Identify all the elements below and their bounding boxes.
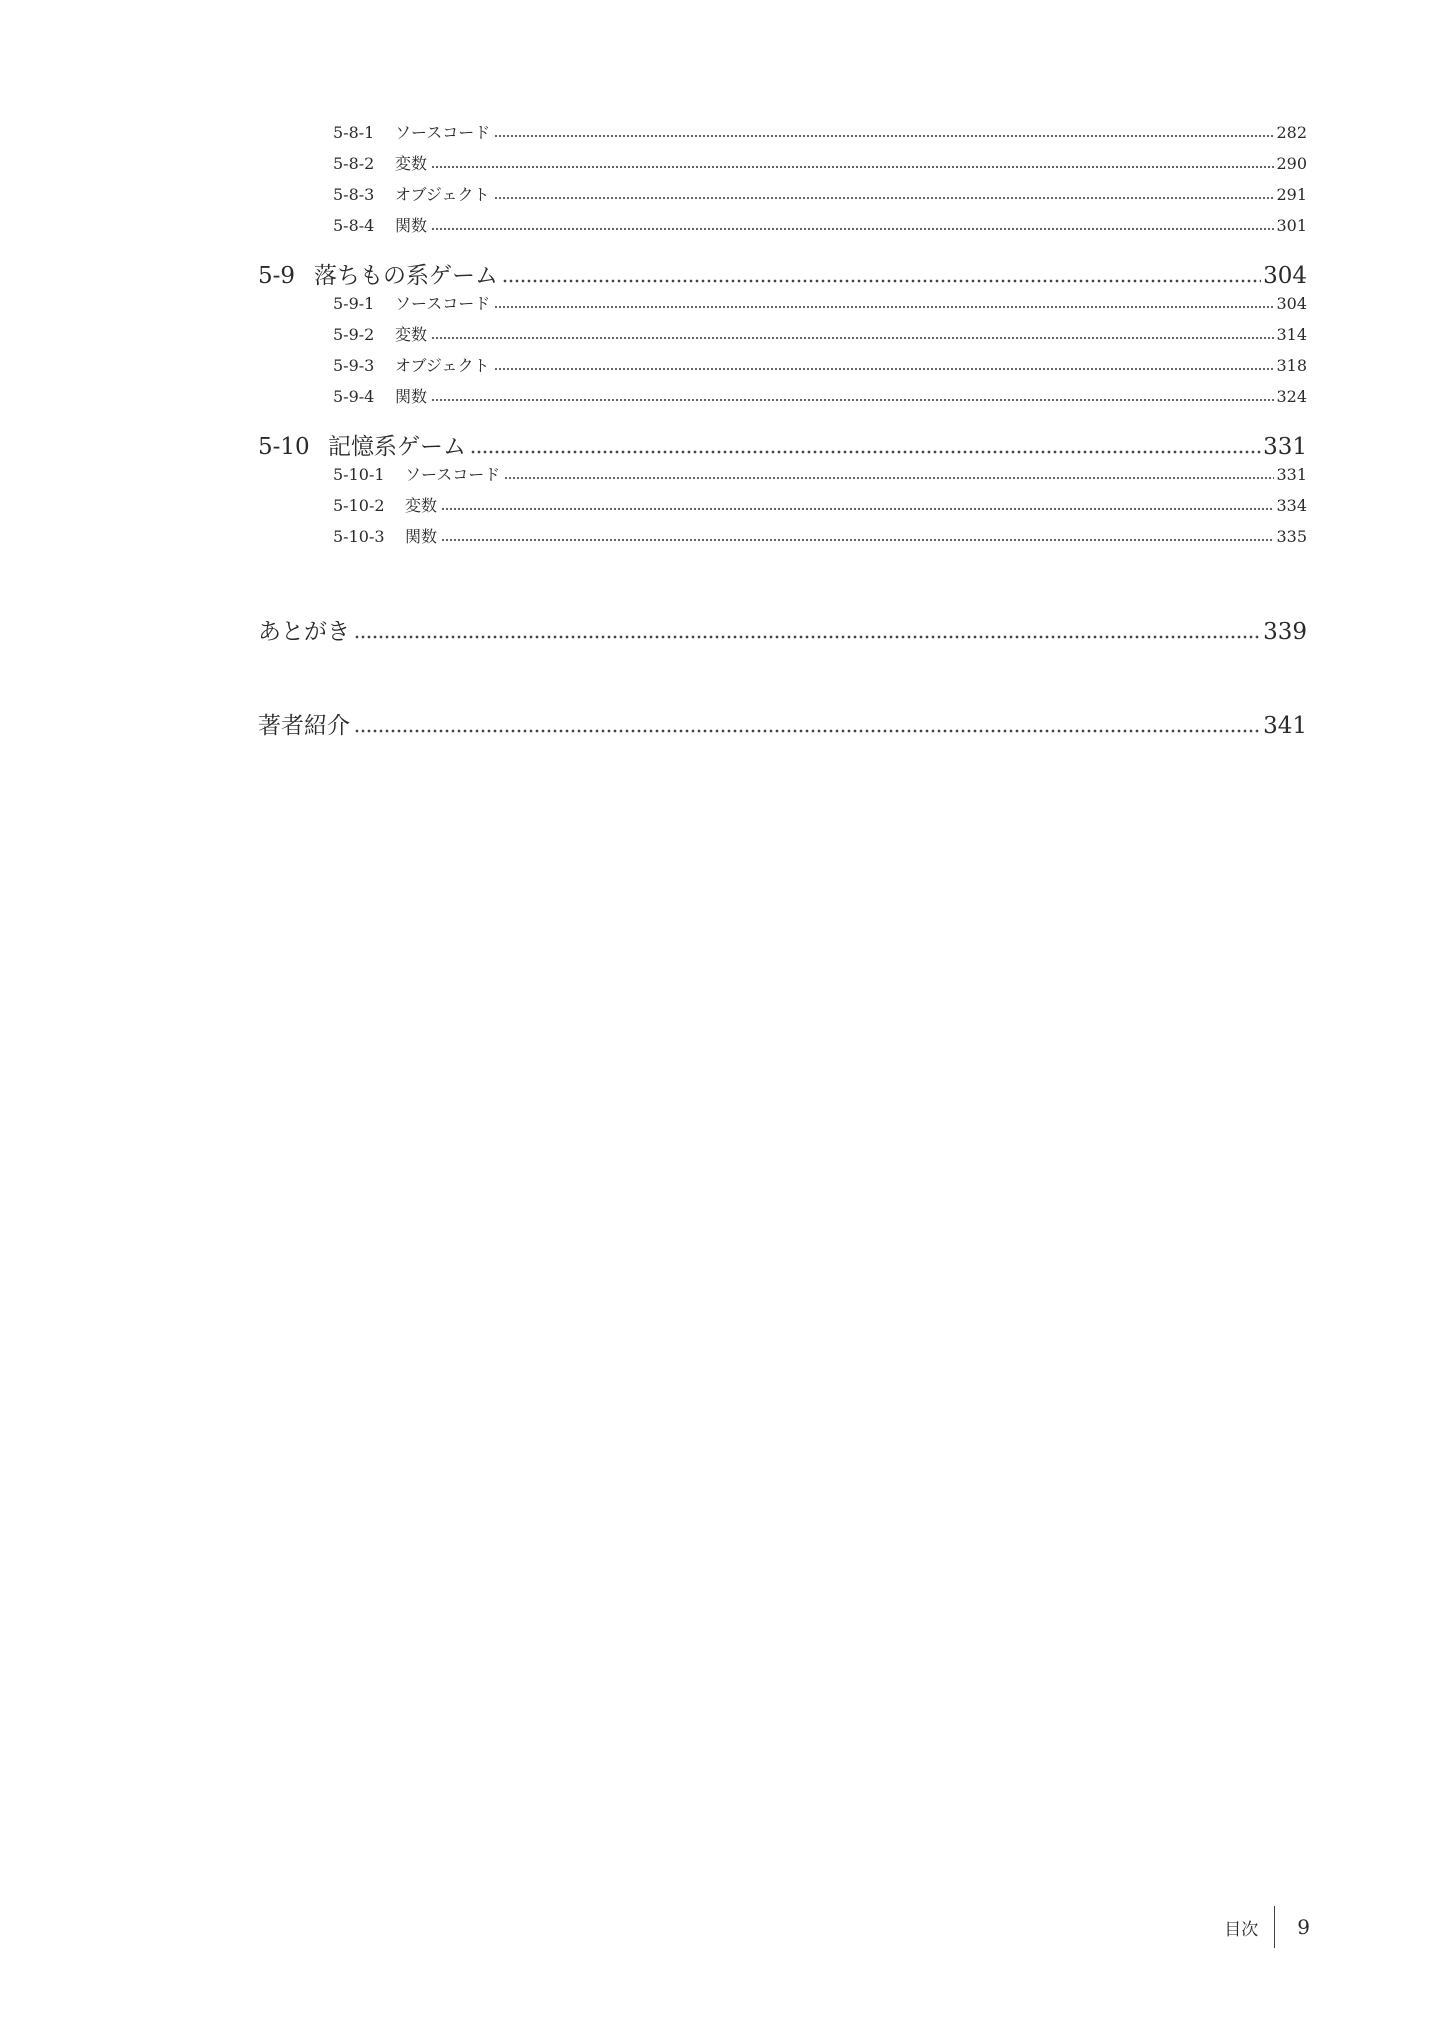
toc-title: 関数 — [395, 216, 428, 235]
dot-leader — [494, 196, 1275, 200]
dot-leader — [494, 367, 1275, 371]
toc-page: 335 — [1276, 527, 1307, 546]
toc-title: 変数 — [395, 154, 428, 173]
toc-entry-5-10-2[interactable] — [333, 493, 1307, 516]
dot-leader — [441, 507, 1274, 511]
toc-title: 変数 — [395, 325, 428, 344]
dot-leader — [431, 336, 1274, 340]
dot-leader — [470, 450, 1261, 454]
toc-section-5-9[interactable] — [258, 257, 1307, 290]
page-footer — [1195, 1905, 1310, 1949]
dot-leader — [431, 398, 1274, 402]
toc-section-5-10[interactable] — [258, 428, 1307, 461]
toc-number: 5-8-4 — [333, 216, 375, 235]
toc-entry-5-8-3[interactable] — [333, 182, 1307, 205]
toc-entry-5-8-4[interactable] — [333, 213, 1307, 236]
toc-number: 5-9-1 — [333, 294, 375, 313]
toc-page: 314 — [1276, 325, 1307, 344]
toc-entry-5-8-2[interactable] — [333, 151, 1307, 174]
toc-number: 5-8-3 — [333, 185, 375, 204]
toc-section-page: 331 — [1263, 434, 1307, 460]
toc-entry-5-9-4[interactable] — [333, 384, 1307, 407]
toc-page: 282 — [1276, 123, 1307, 142]
toc-number: 5-10-2 — [333, 496, 385, 515]
dot-leader — [441, 538, 1274, 542]
toc-entry-5-9-3[interactable] — [333, 353, 1307, 376]
toc-title: オブジェクト — [395, 356, 490, 375]
toc-title: ソースコード — [395, 294, 491, 313]
footer-label: 目次 — [1224, 1919, 1259, 1940]
toc-afterword-title: あとがき — [258, 619, 350, 645]
toc-number: 5-10-1 — [333, 465, 385, 484]
toc-number: 5-8-1 — [333, 123, 375, 142]
dot-leader — [494, 305, 1274, 309]
dot-leader — [494, 134, 1274, 138]
toc-title: 関数 — [405, 527, 438, 546]
dot-leader — [502, 279, 1261, 283]
toc-entry-5-9-2[interactable] — [333, 322, 1307, 345]
toc-number: 5-9-2 — [333, 325, 375, 344]
toc-entry-5-8-1[interactable] — [333, 120, 1307, 143]
toc-number: 5-10-3 — [333, 527, 385, 546]
toc-section-title: 落ちもの系ゲーム — [314, 263, 498, 289]
toc-title: ソースコード — [395, 123, 491, 142]
toc-title: オブジェクト — [395, 185, 490, 204]
toc-page: 318 — [1276, 356, 1307, 375]
toc-section-title: 記憶系ゲーム — [328, 434, 466, 460]
toc-page: 291 — [1276, 185, 1307, 204]
toc-afterword-page: 339 — [1263, 619, 1307, 645]
toc-page: 324 — [1276, 387, 1307, 406]
toc-title: 変数 — [405, 496, 438, 515]
toc-section-page: 304 — [1263, 263, 1307, 289]
toc-section-number: 5-10 — [258, 434, 310, 460]
dot-leader — [504, 476, 1274, 480]
footer-page-number: 9 — [1297, 1915, 1310, 1939]
dot-leader — [431, 227, 1274, 231]
toc-page: 334 — [1276, 496, 1307, 515]
toc-page: 301 — [1276, 216, 1307, 235]
toc-page: 290 — [1276, 154, 1307, 173]
toc-entry-5-9-1[interactable] — [333, 291, 1307, 314]
toc-afterword[interactable] — [258, 613, 1307, 646]
toc-authors[interactable] — [258, 707, 1307, 740]
dot-leader — [431, 165, 1274, 169]
toc-section-number: 5-9 — [258, 263, 296, 289]
toc-page: 331 — [1276, 465, 1307, 484]
dot-leader — [354, 635, 1261, 639]
toc-title: ソースコード — [405, 465, 501, 484]
toc-entry-5-10-1[interactable] — [333, 462, 1307, 485]
toc-title: 関数 — [395, 387, 428, 406]
toc-authors-title: 著者紹介 — [258, 713, 350, 739]
toc-page: 304 — [1276, 294, 1307, 313]
toc-number: 5-9-4 — [333, 387, 375, 406]
toc-number: 5-8-2 — [333, 154, 375, 173]
toc-number: 5-9-3 — [333, 356, 375, 375]
toc-entry-5-10-3[interactable] — [333, 524, 1307, 547]
dot-leader — [354, 729, 1261, 733]
toc-authors-page: 341 — [1263, 713, 1307, 739]
